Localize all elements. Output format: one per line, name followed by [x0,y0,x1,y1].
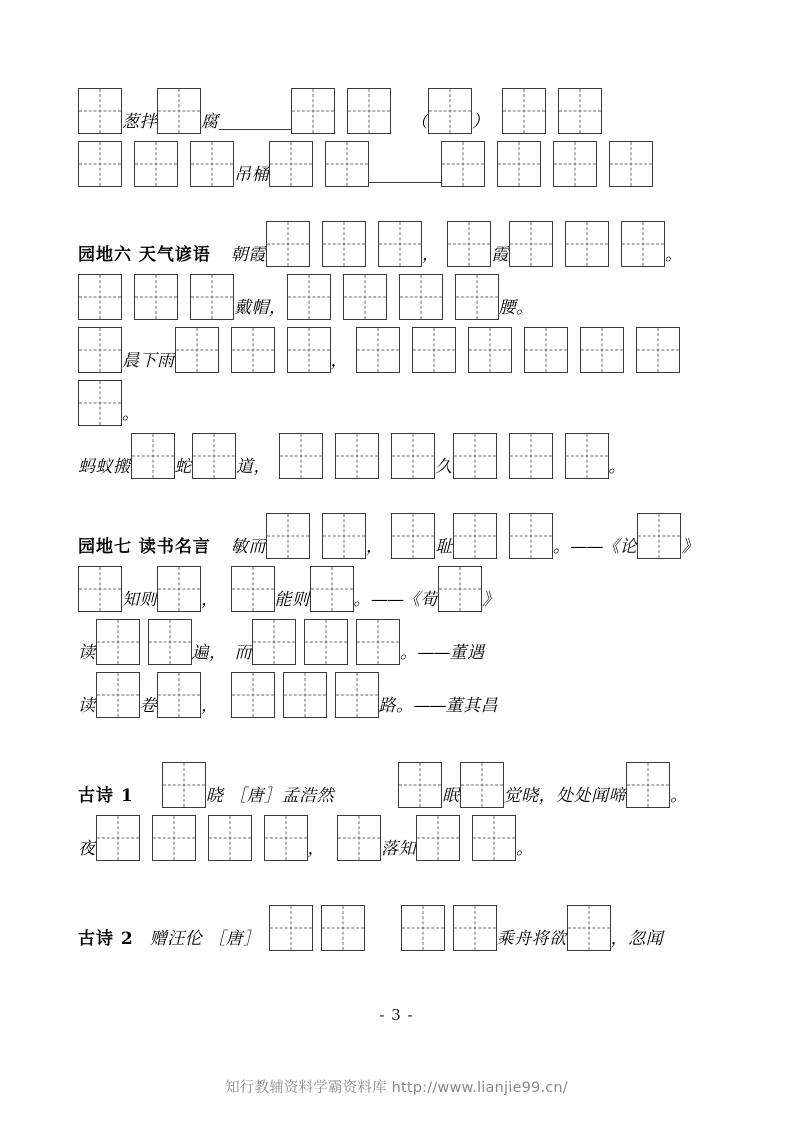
printed-text: 董其昌 [445,696,498,716]
answer-box[interactable] [509,221,553,267]
printed-text: 觉晓，处处闻啼 [503,786,627,806]
answer-box[interactable] [134,274,178,320]
answer-box[interactable] [264,815,308,861]
section-gushi-2 [78,905,738,951]
worksheet-line [78,88,738,134]
answer-box[interactable] [447,221,491,267]
answer-box[interactable] [580,327,624,373]
answer-box[interactable] [626,762,670,808]
section-heading: 园地七 读书名言 [78,537,211,557]
answer-box[interactable] [291,88,335,134]
answer-box[interactable] [565,433,609,479]
printed-text: 夜 [78,839,96,859]
printed-text: 。 [400,643,418,663]
answer-box[interactable] [266,221,310,267]
em-dash: —— [413,696,446,716]
worksheet-line [78,566,738,612]
section-gushi-1 [78,762,738,861]
printed-text: 赠汪伦 ［唐］ [149,929,261,949]
printed-text: 耻 [435,537,453,557]
printed-text: 朝霞 [230,245,266,265]
answer-box[interactable] [96,815,140,861]
answer-box[interactable] [78,566,122,612]
printed-text: 吊桶 [234,165,269,185]
printed-text: 能则 [274,590,310,610]
answer-box[interactable] [335,672,379,718]
spacer [78,808,738,815]
printed-text: 晨下雨 [122,351,175,371]
spacer [78,267,738,274]
spacer [78,479,738,513]
worksheet-content [78,88,738,951]
printed-text: （ [410,112,428,132]
spacer [78,861,738,905]
printed-text: 落知 [381,839,416,859]
printed-text: 路。 [378,696,414,716]
answer-box[interactable] [175,327,219,373]
answer-box[interactable] [134,141,178,187]
answer-box[interactable] [192,433,236,479]
answer-box[interactable] [322,513,366,559]
answer-box[interactable] [78,327,122,373]
answer-box[interactable] [356,619,400,665]
printed-text: 读 [78,643,96,663]
printed-text: 腐 [201,112,219,132]
spacer [78,373,738,380]
worksheet-line [78,221,738,267]
answer-box[interactable] [412,327,456,373]
answer-box[interactable] [131,433,175,479]
answer-box[interactable] [565,221,609,267]
answer-box[interactable] [310,566,354,612]
answer-box[interactable] [343,274,387,320]
worksheet-line [78,141,738,187]
printed-text: 晓 ［唐］孟浩然 [205,786,335,806]
answer-box[interactable] [287,327,331,373]
printed-text: 戴帽， [234,298,287,318]
worksheet-line [78,815,738,861]
answer-box[interactable] [190,274,234,320]
answer-box[interactable] [441,141,485,187]
spacer [78,612,738,619]
answer-box[interactable] [287,274,331,320]
section-heading: 园地六 天气谚语 [78,245,211,265]
answer-box[interactable] [335,433,379,479]
worksheet-line [78,380,738,426]
printed-text: 董遇 [449,643,485,663]
printed-text: 而 [234,643,252,663]
spacer [78,665,738,672]
printed-text: ， [201,696,219,716]
spacer [78,187,738,221]
answer-box[interactable] [637,513,681,559]
answer-box[interactable] [391,513,435,559]
spacer [78,134,738,141]
answer-box[interactable] [231,327,275,373]
printed-text: 蛇 [174,457,192,477]
answer-box[interactable] [190,141,234,187]
answer-box[interactable] [391,433,435,479]
printed-text: 遍， [191,643,227,663]
answer-box[interactable] [231,566,275,612]
answer-box[interactable] [279,433,323,479]
answer-box[interactable] [509,433,553,479]
answer-box[interactable] [322,221,366,267]
answer-box[interactable] [497,141,541,187]
printed-text: 》 [681,537,699,557]
answer-box[interactable] [621,221,665,267]
answer-box[interactable] [558,88,602,134]
answer-box[interactable] [438,566,482,612]
printed-text: 葱拌 [122,112,157,132]
section-yuandi-liu [78,221,738,479]
answer-box[interactable] [321,905,365,951]
answer-box[interactable] [453,905,497,951]
printed-text: 《荀 [403,590,438,610]
answer-box[interactable] [269,905,313,951]
worksheet-line [78,513,738,559]
answer-box[interactable] [78,274,122,320]
answer-box[interactable] [416,815,460,861]
answer-box[interactable] [325,141,369,187]
printed-text: 蚂蚁搬 [78,457,131,477]
answer-box[interactable] [231,672,275,718]
answer-box[interactable] [152,815,196,861]
printed-text: ， [201,590,219,610]
page-number: - 3 - [379,1006,414,1024]
answer-box[interactable] [636,327,680,373]
connector-line [219,88,291,134]
spacer [78,320,738,327]
worksheet-line [78,274,738,320]
section-heading: 古诗 2 [78,929,134,949]
worksheet-line [78,762,738,808]
printed-text: ，忽闻 [610,929,664,949]
answer-box[interactable] [266,513,310,559]
answer-box[interactable] [399,274,443,320]
answer-box[interactable] [398,762,442,808]
answer-box[interactable] [78,141,122,187]
footer-watermark: 知行教辅资料学霸资料库 http://www.lianjie99.cn/ [225,1080,568,1096]
printed-text: 久 [435,457,453,477]
answer-box[interactable] [401,905,445,951]
printed-text: 。 [353,590,371,610]
printed-text: 腰。 [498,298,534,318]
printed-text: 。 [664,245,683,265]
printed-text: 读 [78,696,96,716]
answer-box[interactable] [148,619,192,665]
em-dash: —— [371,590,403,610]
answer-box[interactable] [460,762,504,808]
answer-box[interactable] [157,566,201,612]
section-exercise-top [78,88,738,187]
printed-text: ， [421,245,440,265]
answer-box[interactable] [472,815,516,861]
answer-box[interactable] [453,513,497,559]
printed-text: 霞 [491,245,509,265]
connector-line [369,141,441,187]
answer-box[interactable] [553,141,597,187]
printed-text: 。 [670,786,688,806]
answer-box[interactable] [337,815,381,861]
answer-box[interactable] [567,905,611,951]
printed-text: 。 [122,404,140,424]
answer-box[interactable] [428,88,472,134]
answer-box[interactable] [347,88,391,134]
answer-box[interactable] [78,88,122,134]
answer-box[interactable] [157,672,201,718]
printed-text: 敏而 [230,537,266,557]
printed-text: 乘舟将欲 [496,929,567,949]
worksheet-line [78,619,738,665]
printed-text: ， [307,839,325,859]
em-dash: —— [417,643,450,663]
printed-text: 《论 [602,537,638,557]
printed-text: 道， [236,457,271,477]
answer-box[interactable] [468,327,512,373]
section-yuandi-qi [78,513,738,718]
printed-text: 》 [482,590,500,610]
printed-text: 卷 [139,696,157,716]
printed-text: 。 [552,537,571,557]
answer-box[interactable] [157,88,201,134]
answer-box[interactable] [96,672,140,718]
worksheet-line [78,327,738,373]
printed-text: ， [365,537,384,557]
worksheet-line [78,672,738,718]
answer-box[interactable] [502,88,546,134]
printed-text: 。 [516,839,534,859]
answer-box[interactable] [304,619,348,665]
answer-box[interactable] [609,141,653,187]
answer-box[interactable] [455,274,499,320]
answer-box[interactable] [269,141,313,187]
answer-box[interactable] [378,221,422,267]
answer-box[interactable] [453,433,497,479]
printed-text: 眠 [442,786,460,806]
answer-box[interactable] [283,672,327,718]
answer-box[interactable] [162,762,206,808]
answer-box[interactable] [208,815,252,861]
answer-box[interactable] [252,619,296,665]
printed-text: 知则 [122,590,157,610]
printed-text: 。 [608,457,626,477]
answer-box[interactable] [524,327,568,373]
worksheet-line [78,905,738,951]
printed-text: ， [330,351,348,371]
answer-box[interactable] [78,380,122,426]
answer-box[interactable] [96,619,140,665]
section-heading: 古诗 1 [78,786,134,806]
spacer [78,559,738,566]
spacer [78,426,738,433]
printed-text: ） [472,112,490,132]
worksheet-line [78,433,738,479]
em-dash: —— [570,537,603,557]
spacer [78,718,738,762]
answer-box[interactable] [509,513,553,559]
answer-box[interactable] [356,327,400,373]
